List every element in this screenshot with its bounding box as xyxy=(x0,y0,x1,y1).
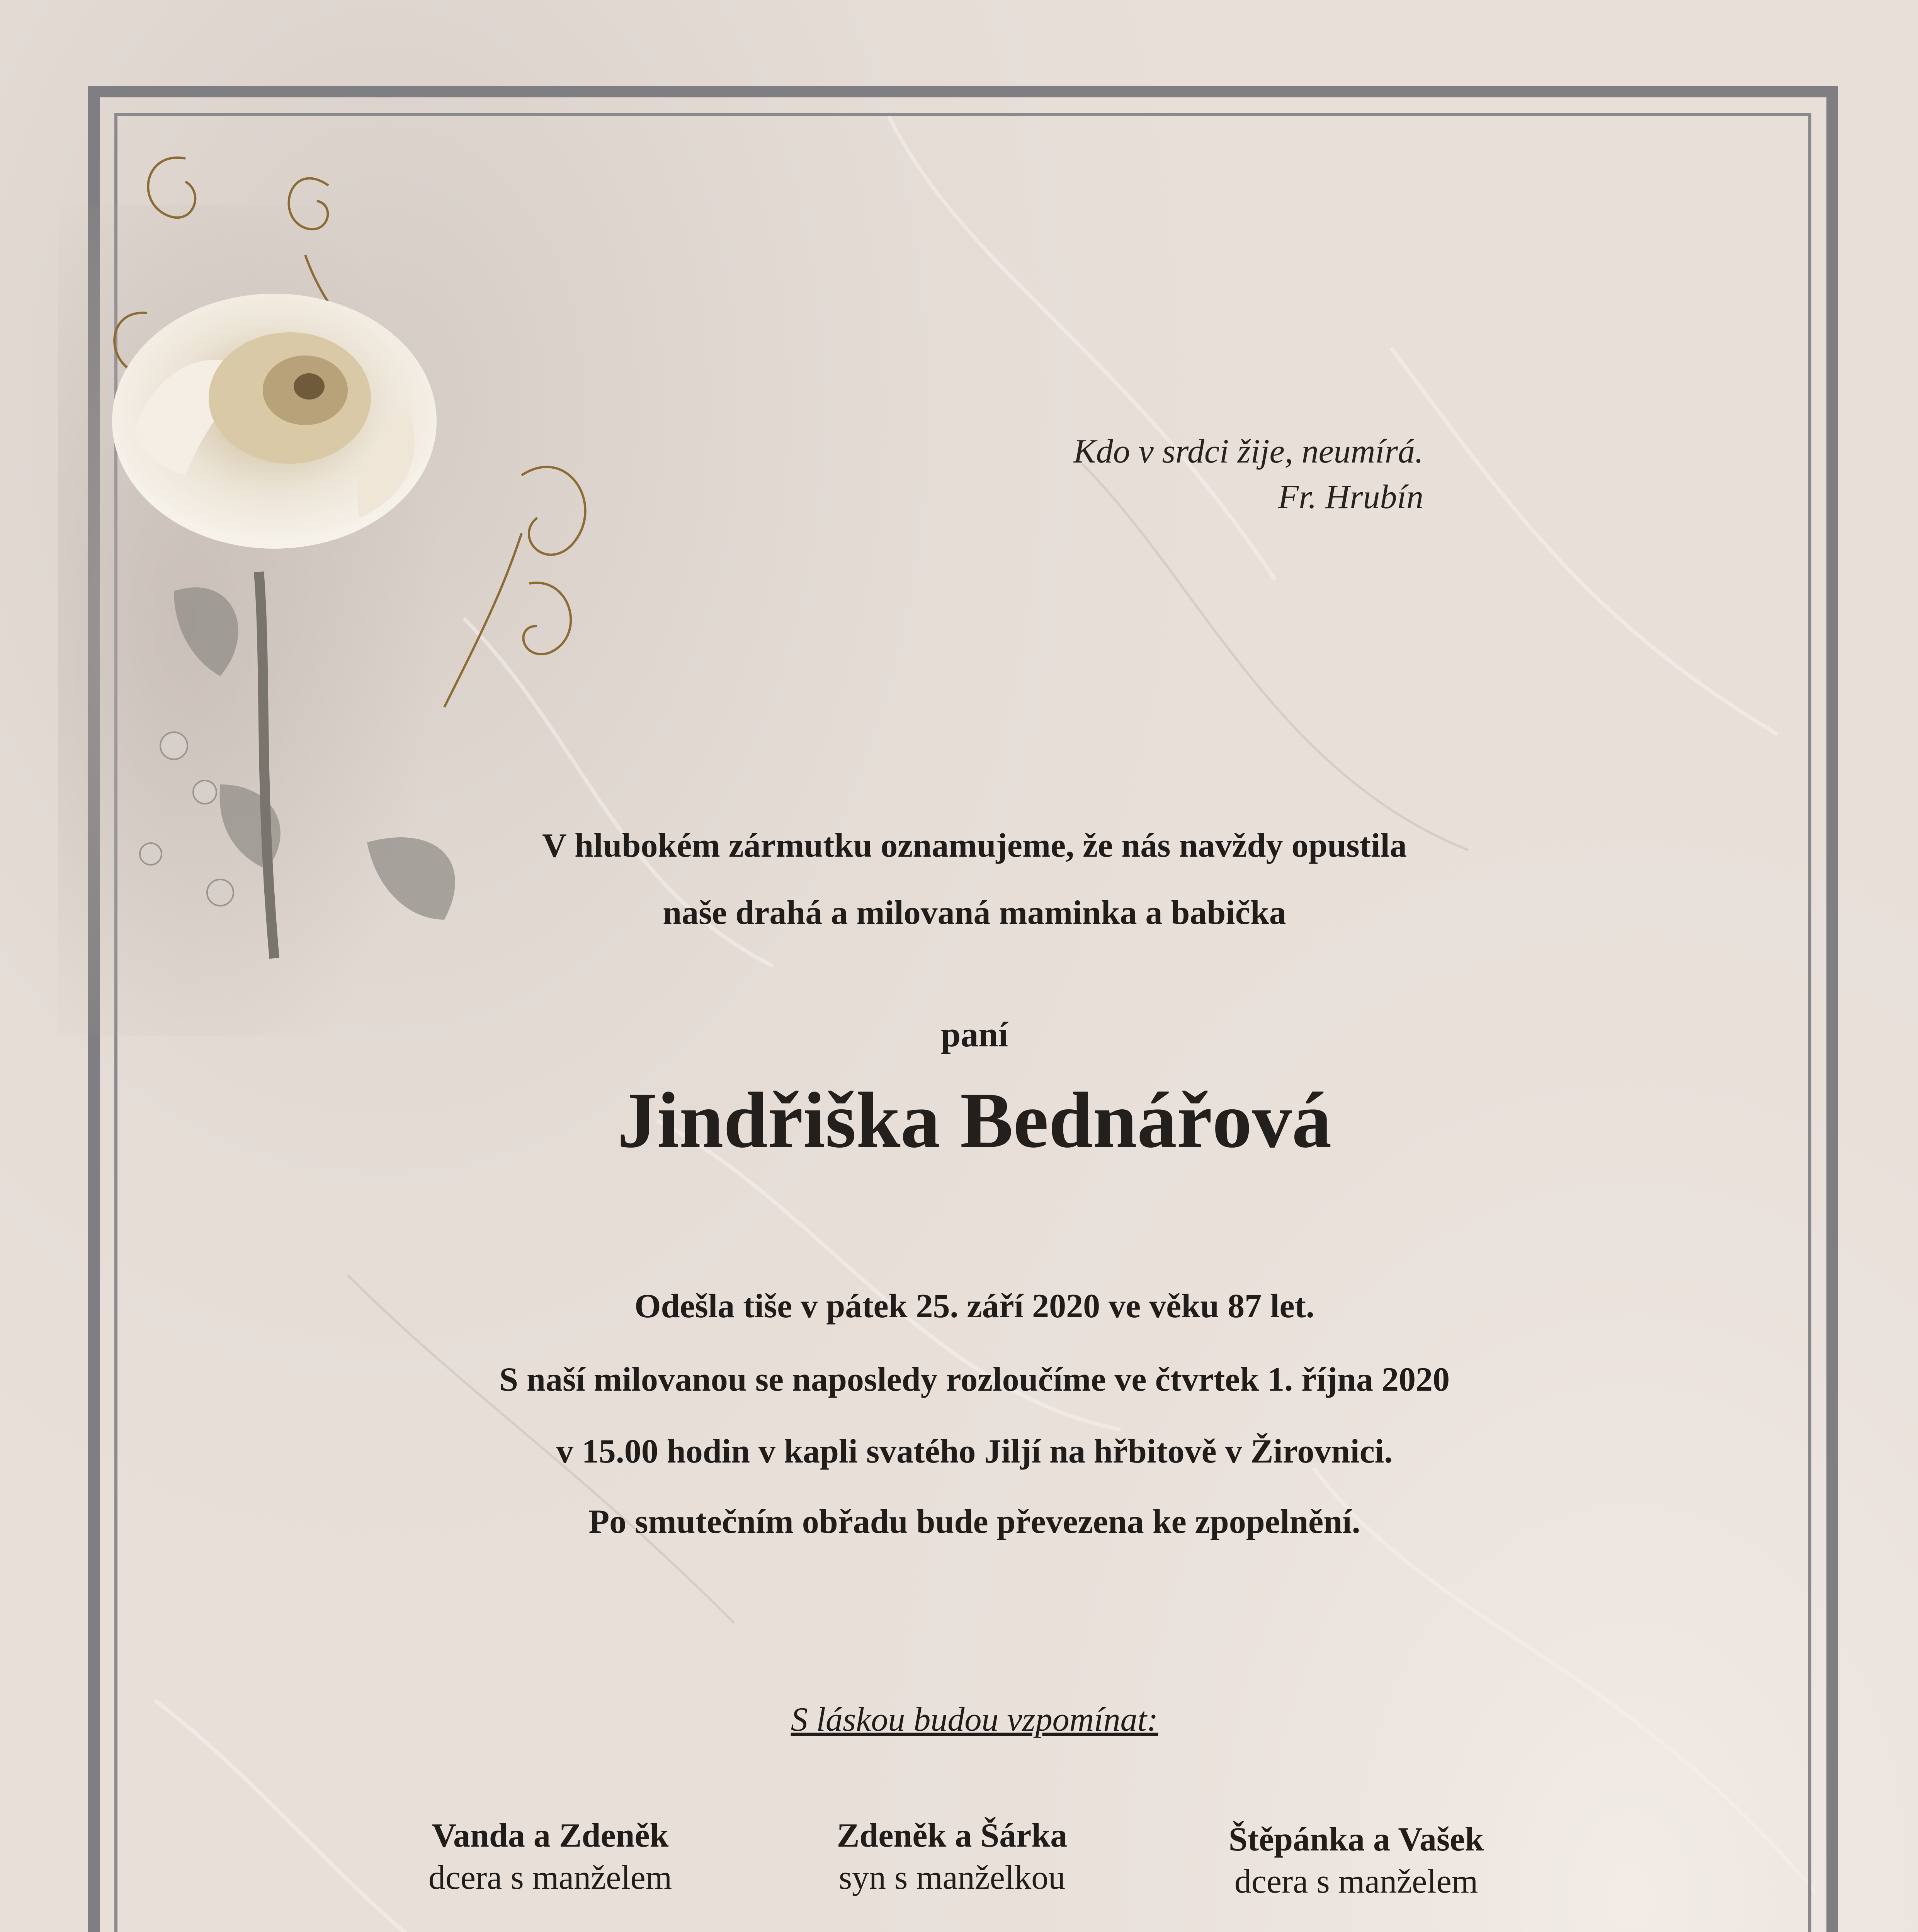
deceased-name: Jindřiška Bednářová xyxy=(617,1076,1332,1164)
mourners-heading-text: S láskou budou vzpomínat: xyxy=(791,1701,1158,1738)
family-names: Zdeněk a Šárka xyxy=(837,1817,1068,1854)
family-relation: syn s manželkou xyxy=(838,1859,1066,1896)
details-line-1: Odešla tiše v pátek 25. září 2020 ve věku 87 let. xyxy=(634,1287,1314,1325)
family-1 xyxy=(357,1816,743,1897)
family-names: Štěpánka a Vašek xyxy=(1228,1821,1484,1858)
motto-author: Fr. Hrubín xyxy=(1278,478,1423,516)
family-2 xyxy=(759,1816,1145,1897)
family-3 xyxy=(1163,1820,1549,1901)
motto-quote: Kdo v srdci žije, neumírá. xyxy=(1073,433,1423,470)
family-relation: dcera s manželem xyxy=(428,1859,672,1896)
mourners-heading xyxy=(15,1700,1918,1739)
honorific: paní xyxy=(941,1015,1008,1054)
announcement-line-2: naše drahá a milovaná maminka a babička xyxy=(663,894,1286,932)
details-line-2: S naší milovanou se naposledy rozloučíme ve čtvrtek 1. října 2020 xyxy=(499,1361,1450,1398)
family-names: Vanda a Zdeněk xyxy=(432,1817,669,1854)
details-line-4: Po smutečním obřadu bude převezena ke zpopelnění. xyxy=(588,1503,1360,1541)
announcement-line-1: V hlubokém zármutku oznamujeme, že nás navždy opustila xyxy=(542,827,1407,864)
details-line-3: v 15.00 hodin v kapli svatého Jiljí na hřbitově v Žirovnici. xyxy=(556,1433,1393,1470)
family-relation: dcera s manželem xyxy=(1234,1863,1478,1900)
